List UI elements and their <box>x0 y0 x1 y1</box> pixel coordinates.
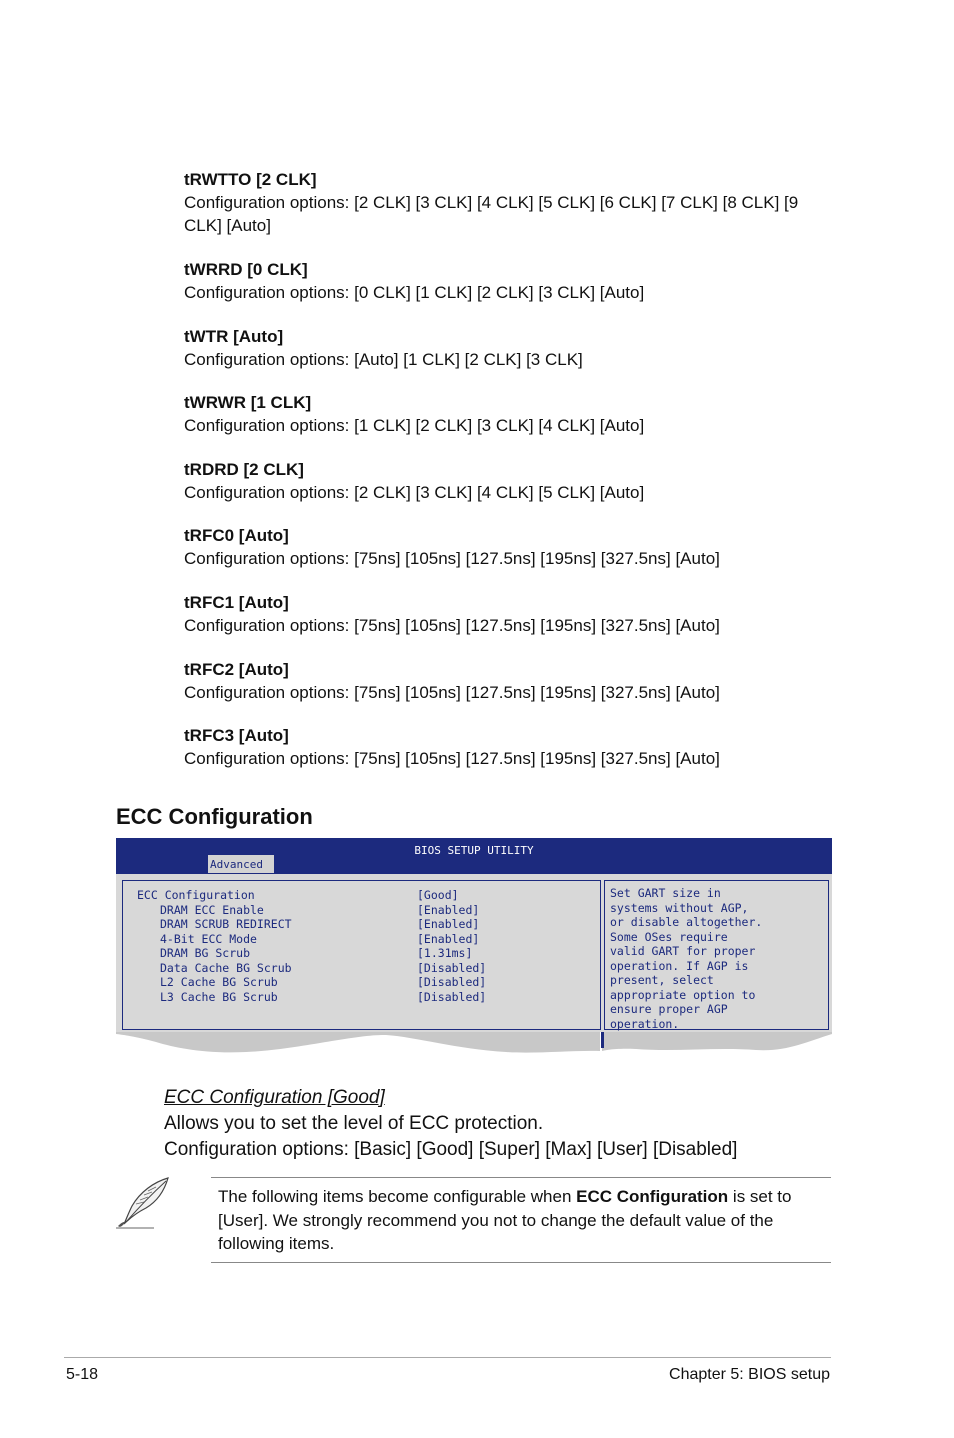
setting-title: tRFC2 [Auto] <box>184 660 289 679</box>
setting-item <box>184 168 824 237</box>
setting-options: Configuration options: [2 CLK] [3 CLK] [4 CLK] [5 CLK] [6 CLK] [7 CLK] [8 CLK] [9 CLK] [Auto] <box>184 193 799 235</box>
setting-item <box>184 258 824 304</box>
setting-title: tRFC1 [Auto] <box>184 593 289 612</box>
setting-item <box>184 391 824 437</box>
note-top-rule <box>211 1177 831 1178</box>
bios-row-value[interactable]: [Enabled] <box>417 917 480 931</box>
bios-torn-edge <box>116 1032 832 1062</box>
setting-title: tWRWR [1 CLK] <box>184 393 312 412</box>
feather-pen-icon <box>114 1176 172 1230</box>
note-text <box>218 1185 823 1256</box>
setting-title: tWTR [Auto] <box>184 327 284 346</box>
bios-row-label[interactable]: DRAM ECC Enable <box>160 902 264 917</box>
bios-title: BIOS SETUP UTILITY <box>414 844 534 857</box>
setting-item <box>184 325 824 371</box>
setting-options: Configuration options: [75ns] [105ns] [127.5ns] [195ns] [327.5ns] [Auto] <box>184 549 720 568</box>
ecc-item-description: Allows you to set the level of ECC protection. <box>164 1113 544 1134</box>
bios-help-text: Set GART size in systems without AGP, or disable altogether. Some OSes require valid GART for proper operation. If AGP is present, select appropriate option to ensure proper AGP operation. <box>610 886 763 1031</box>
bios-row-value[interactable]: [1.31ms] <box>417 946 473 960</box>
ecc-item-title: ECC Configuration [Good] <box>164 1087 385 1108</box>
ecc-item-options: Configuration options: [Basic] [Good] [Super] [Max] [User] [Disabled] <box>164 1139 738 1160</box>
section-heading: ECC Configuration <box>116 804 313 829</box>
bios-row-label[interactable]: DRAM BG Scrub <box>160 946 251 960</box>
note-text-after: is set to [User]. We strongly recommend you not to change the default value of the following items. <box>218 1187 792 1253</box>
setting-title: tRFC0 [Auto] <box>184 526 289 545</box>
setting-title: tRWTTO [2 CLK] <box>184 170 317 189</box>
setting-item <box>184 724 824 770</box>
bios-row-value[interactable]: [Enabled] <box>417 931 480 946</box>
setting-title: tRDRD [2 CLK] <box>184 460 304 479</box>
setting-options: Configuration options: [75ns] [105ns] [127.5ns] [195ns] [327.5ns] [Auto] <box>184 683 720 702</box>
setting-title: tWRRD [0 CLK] <box>184 260 308 279</box>
note-text-before: The following items become configurable when <box>218 1187 577 1206</box>
bios-row-value[interactable]: [Enabled] <box>417 902 480 917</box>
setting-options: Configuration options: [2 CLK] [3 CLK] [4 CLK] [5 CLK] [Auto] <box>184 483 645 502</box>
setting-item <box>184 458 824 504</box>
bios-row-value[interactable]: [Disabled] <box>417 960 487 975</box>
footer-rule <box>64 1357 831 1358</box>
setting-options: Configuration options: [75ns] [105ns] [127.5ns] [195ns] [327.5ns] [Auto] <box>184 616 720 635</box>
bios-row-value[interactable]: [Disabled] <box>417 975 487 989</box>
tab-advanced[interactable]: Advanced <box>208 855 274 873</box>
setting-item <box>184 524 824 570</box>
setting-title: tRFC3 [Auto] <box>184 726 289 745</box>
chapter-title: Chapter 5: BIOS setup <box>669 1366 830 1383</box>
bios-header <box>116 838 832 874</box>
setting-item <box>184 591 824 637</box>
bios-row-value[interactable]: [Disabled] <box>417 989 487 1004</box>
page-number: 5-18 <box>66 1366 99 1383</box>
bios-row-value[interactable]: [Good] <box>417 888 459 902</box>
bios-row-label[interactable]: 4-Bit ECC Mode <box>160 931 257 946</box>
setting-options: Configuration options: [0 CLK] [1 CLK] [2 CLK] [3 CLK] [Auto] <box>184 283 645 302</box>
bios-row-label[interactable]: L3 Cache BG Scrub <box>160 989 278 1004</box>
bios-row-label[interactable]: DRAM SCRUB REDIRECT <box>160 917 292 931</box>
setting-options: Configuration options: [75ns] [105ns] [127.5ns] [195ns] [327.5ns] [Auto] <box>184 749 720 768</box>
bios-row-label[interactable]: Data Cache BG Scrub <box>160 960 292 975</box>
note-text-bold: ECC Configuration <box>576 1187 729 1206</box>
setting-options: Configuration options: [1 CLK] [2 CLK] [3 CLK] [4 CLK] [Auto] <box>184 416 645 435</box>
bios-row-label[interactable]: L2 Cache BG Scrub <box>160 975 278 989</box>
bios-row-label[interactable]: ECC Configuration <box>137 888 255 902</box>
setting-options: Configuration options: [Auto] [1 CLK] [2 CLK] [3 CLK] <box>184 350 583 369</box>
setting-item <box>184 658 824 704</box>
bios-screenshot <box>116 838 832 1062</box>
note-bottom-rule <box>211 1262 831 1263</box>
